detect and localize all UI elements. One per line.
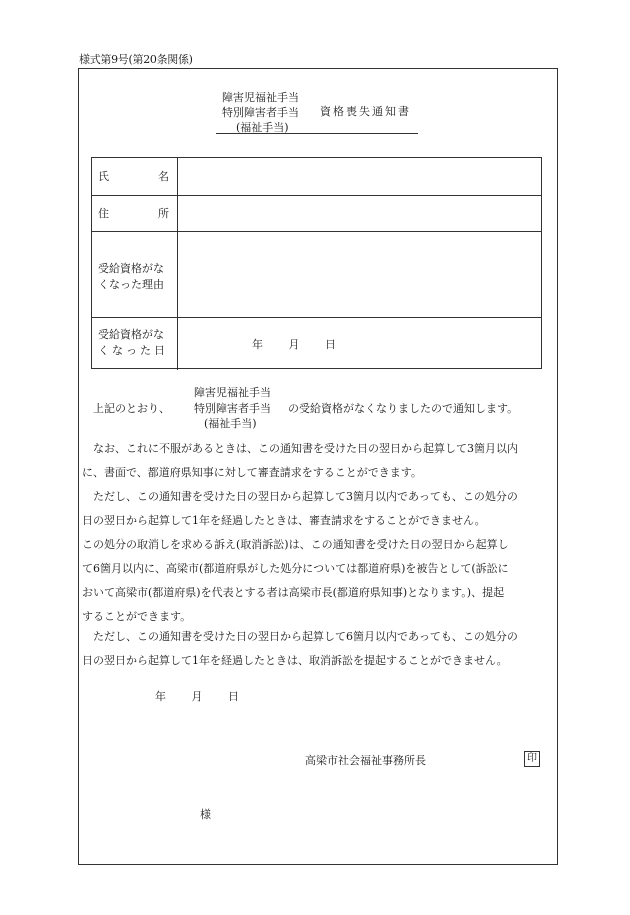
- table-row-address: [92, 196, 541, 232]
- seal-mark: 印: [524, 751, 540, 767]
- title-allowance-1: 障害児福祉手当: [222, 91, 299, 104]
- table-row-name: [92, 158, 541, 196]
- table-row-date: [92, 318, 541, 370]
- title-allowance-3: (福祉手当): [236, 121, 289, 134]
- address-label: 住 所: [98, 207, 169, 220]
- date-lost-fields: 年 月 日: [252, 338, 336, 351]
- reason-label: 受給資格がな くなった理由: [98, 262, 164, 291]
- lawsuit-paragraph-2: ただし、この通知書を受けた日の翌日から起算して6箇月以内であっても、この処分の 日の翌日から起算して1年を経過したときは、取消訴訟を提起することができません。: [82, 630, 518, 667]
- document-title: 資格喪失通知書: [320, 105, 411, 118]
- name-label: 氏 名: [98, 170, 169, 183]
- appeal-paragraph-2: ただし、この通知書を受けた日の翌日から起算して3箇月以内であっても、この処分の 日の翌日から起算して1年を経過したときは、審査請求をすることができません。: [82, 490, 518, 527]
- notice-allowance-3: (福祉手当): [204, 417, 257, 430]
- notice-suffix: の受給資格がなくなりましたので通知します。: [288, 402, 519, 415]
- notice-prefix: 上記のとおり、: [93, 402, 170, 415]
- appeal-paragraph-1: なお、これに不服があるときは、この通知書を受けた日の翌日から起算して3箇月以内 に、書面で、都道府県知事に対して審査請求をすることができます。: [82, 442, 518, 479]
- issuer-name: 高梁市社会福祉事務所長: [305, 754, 426, 767]
- title-underline: [216, 133, 418, 134]
- table-row-reason: [92, 232, 541, 318]
- document-title-allowances: [222, 90, 299, 135]
- issue-date-line: 年 月 日: [155, 690, 239, 703]
- addressee-honorific: 様: [200, 808, 211, 821]
- form-number-label: 様式第9号(第20条関係): [79, 53, 193, 66]
- notice-allowance-2: 特別障害者手当: [194, 402, 271, 415]
- lawsuit-paragraph-1: この処分の取消しを求める訴え(取消訴訟)は、この通知書を受けた日の翌日から起算し て6箇月以内に、高梁市(都道府県がした処分については都道府県)を被告として(訴訟に おいて高梁市(都道府県)を代表とする者は高梁市長(都道府県知事)となります。)、提起 することができます。: [82, 538, 509, 623]
- notice-allowance-1: 障害児福祉手当: [194, 386, 271, 399]
- date-lost-label: 受給資格がな くなった日: [98, 328, 168, 357]
- title-allowance-2: 特別障害者手当: [222, 106, 299, 119]
- info-table: [91, 157, 542, 369]
